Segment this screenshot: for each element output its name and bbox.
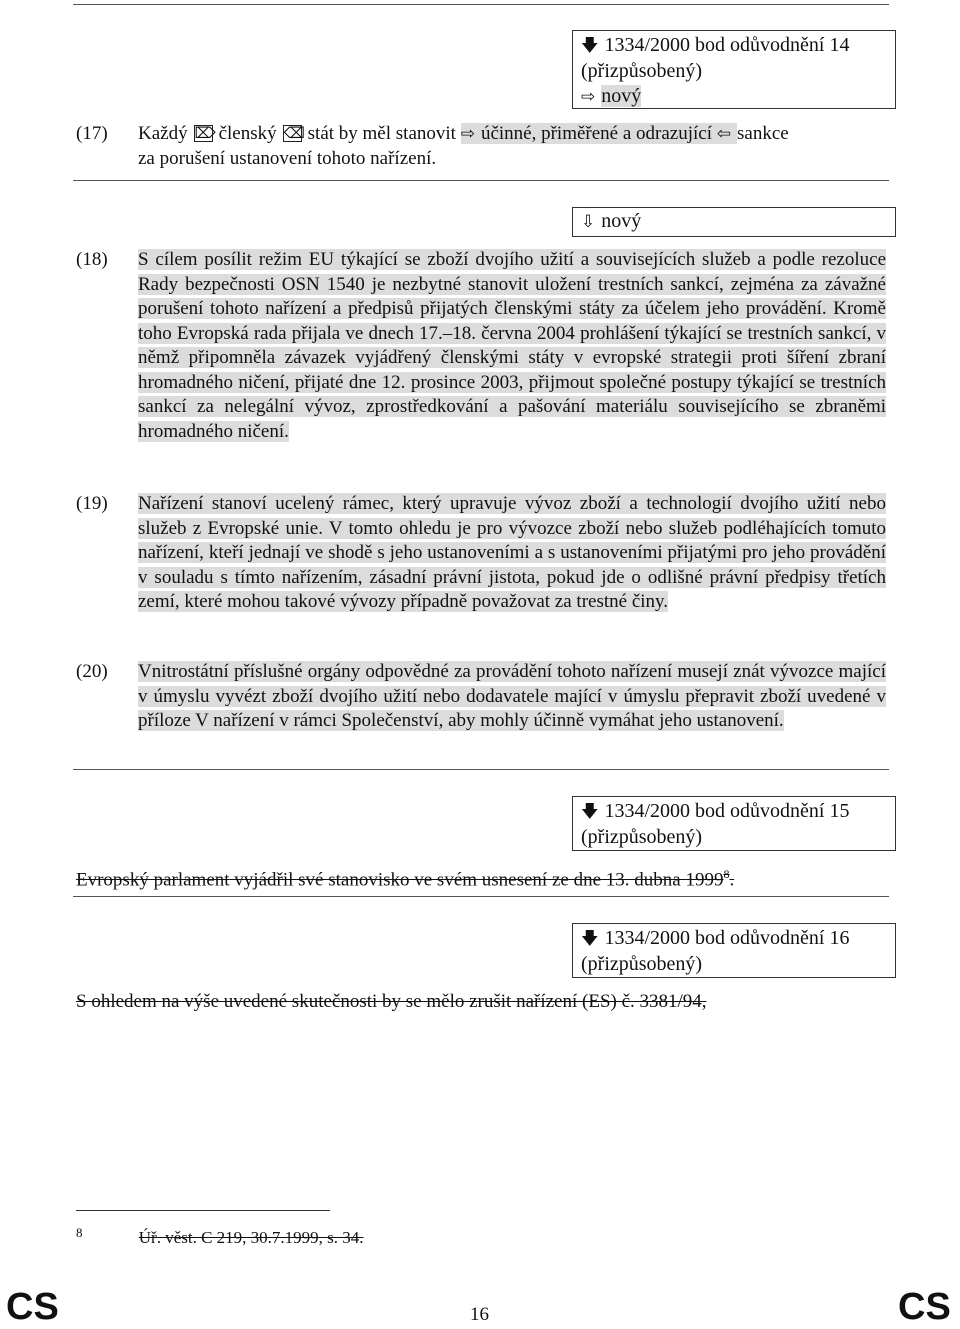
insert-start-arrow-icon: ⇨ [460, 124, 475, 144]
adapted-label: (přizpůsobený) [581, 60, 703, 82]
footnote-ref: 8 [723, 867, 730, 881]
new-label: nový [601, 210, 642, 232]
new-box [572, 207, 896, 237]
source-reference-box-16 [572, 923, 896, 978]
new-label: nový [601, 85, 642, 107]
delete-start-icon: ⌦ [194, 124, 216, 142]
word: členský [218, 123, 277, 144]
recital-text: S cílem posílit režim EU týkající se zboží dvojího užití a souvisejících služeb a podle rezoluce Rady bezpečnosti OSN 1540 je nezbytné stanovit uložení trestních sankcí, zejména za závažné porušení tohoto nařízení a předpisů přijatých členskými státy za účelem jeho provádění. Kromě toho Evropská rada přijala ve dnech 17.–18. června 2004 prohlášení týkající se trestních sankcí, v němž připomněla závazek vyjádřený členskými státy v evropské strategii proti šíření zbraní hromadného ničení, přijaté dne 12. prosince 2003, přijmout společné postupy týkající se trestních sankcí za nelegální vývoz, zprostředkování a pašování materiálu souvisejícího se zbraněmi hromadného ničení. [138, 249, 886, 442]
recital-text: Vnitrostátní příslušné orgány odpovědné za provádění tohoto nařízení musejí znát vývozce mající v úmyslu vyvézt zboží dvojího užití nebo dodavatele mající v úmyslu přepravit zboží uvedené v příloze V nařízení v rámci Společenství, aby mohly účinně vymáhat jeho ustanovení. [138, 661, 886, 731]
bold-down-arrow-icon: 🡇 [581, 929, 599, 949]
adapted-label: (přizpůsobený) [581, 826, 703, 848]
insert-end-arrow-icon: ⇦ [716, 124, 731, 144]
recital-20 [76, 660, 886, 734]
footnote-text: Úř. věst. C 219, 30.7.1999, s. 34. [138, 1228, 364, 1247]
recital-17-line2: za porušení ustanovení tohoto nařízení. [138, 147, 437, 169]
inserted-text: účinné, přiměřené a odrazující [480, 123, 712, 144]
footnote-rule [76, 1210, 330, 1211]
section-rule [73, 769, 889, 770]
source-ref: 1334/2000 bod odůvodnění 14 [604, 34, 850, 56]
struck-text: S ohledem na výše uvedené skutečnosti by se mělo zrušit nařízení (ES) č. 3381/94, [76, 991, 707, 1012]
word: stát by měl stanovit [307, 123, 456, 144]
recital-number: (18) [76, 249, 108, 270]
language-code-left: CS [6, 1286, 59, 1328]
struck-sentence-2 [76, 990, 896, 1015]
recital-text: Nařízení stanoví ucelený rámec, který upravuje vývoz zboží a technologií dvojího užití nebo služeb z Evropské unie. V tomto ohledu je pro vývozce zboží nebo služeb podléhajících tomuto nařízení, kteří jednají ve shodě s jeho ustanoveními a s ustanoveními přijatými pro jeho provádění v souladu s tímto nařízením, zásadní právní jistota, pokud jde o odlišné právní předpisy třetích zemí, které mohou takové vývozy případně považovat za trestné činy. [138, 493, 886, 612]
recital-number: (17) [76, 123, 108, 144]
source-ref: 1334/2000 bod odůvodnění 15 [604, 800, 850, 822]
struck-period: . [729, 869, 735, 891]
struck-text: Evropský parlament vyjádřil své stanovisko ve svém usnesení ze dne 13. dubna 1999 [76, 869, 724, 891]
footnote [76, 1225, 364, 1248]
source-reference-box-14 [572, 30, 896, 109]
recital-18 [76, 248, 886, 444]
page-number: 16 [470, 1304, 489, 1325]
delete-end-icon: ⌫ [283, 124, 305, 142]
outline-down-arrow-icon: ⇩ [581, 212, 596, 232]
top-rule [73, 4, 889, 5]
bold-down-arrow-icon: 🡇 [581, 802, 599, 822]
recital-17 [76, 122, 886, 171]
recital-number: (20) [76, 661, 108, 682]
outline-right-arrow-icon: ⇨ [581, 87, 596, 107]
source-reference-box-15 [572, 796, 896, 851]
bold-down-arrow-icon: 🡇 [581, 36, 599, 56]
language-code-right: CS [898, 1286, 951, 1328]
struck-sentence-1 [76, 862, 896, 893]
footnote-number: 8 [76, 1225, 83, 1240]
section-rule [73, 180, 889, 181]
source-ref: 1334/2000 bod odůvodnění 16 [604, 927, 850, 949]
word: sankce [737, 123, 789, 144]
recital-19 [76, 492, 886, 615]
adapted-label: (přizpůsobený) [581, 953, 703, 975]
recital-number: (19) [76, 493, 108, 514]
section-rule [73, 896, 889, 897]
word: Každý [138, 123, 188, 144]
